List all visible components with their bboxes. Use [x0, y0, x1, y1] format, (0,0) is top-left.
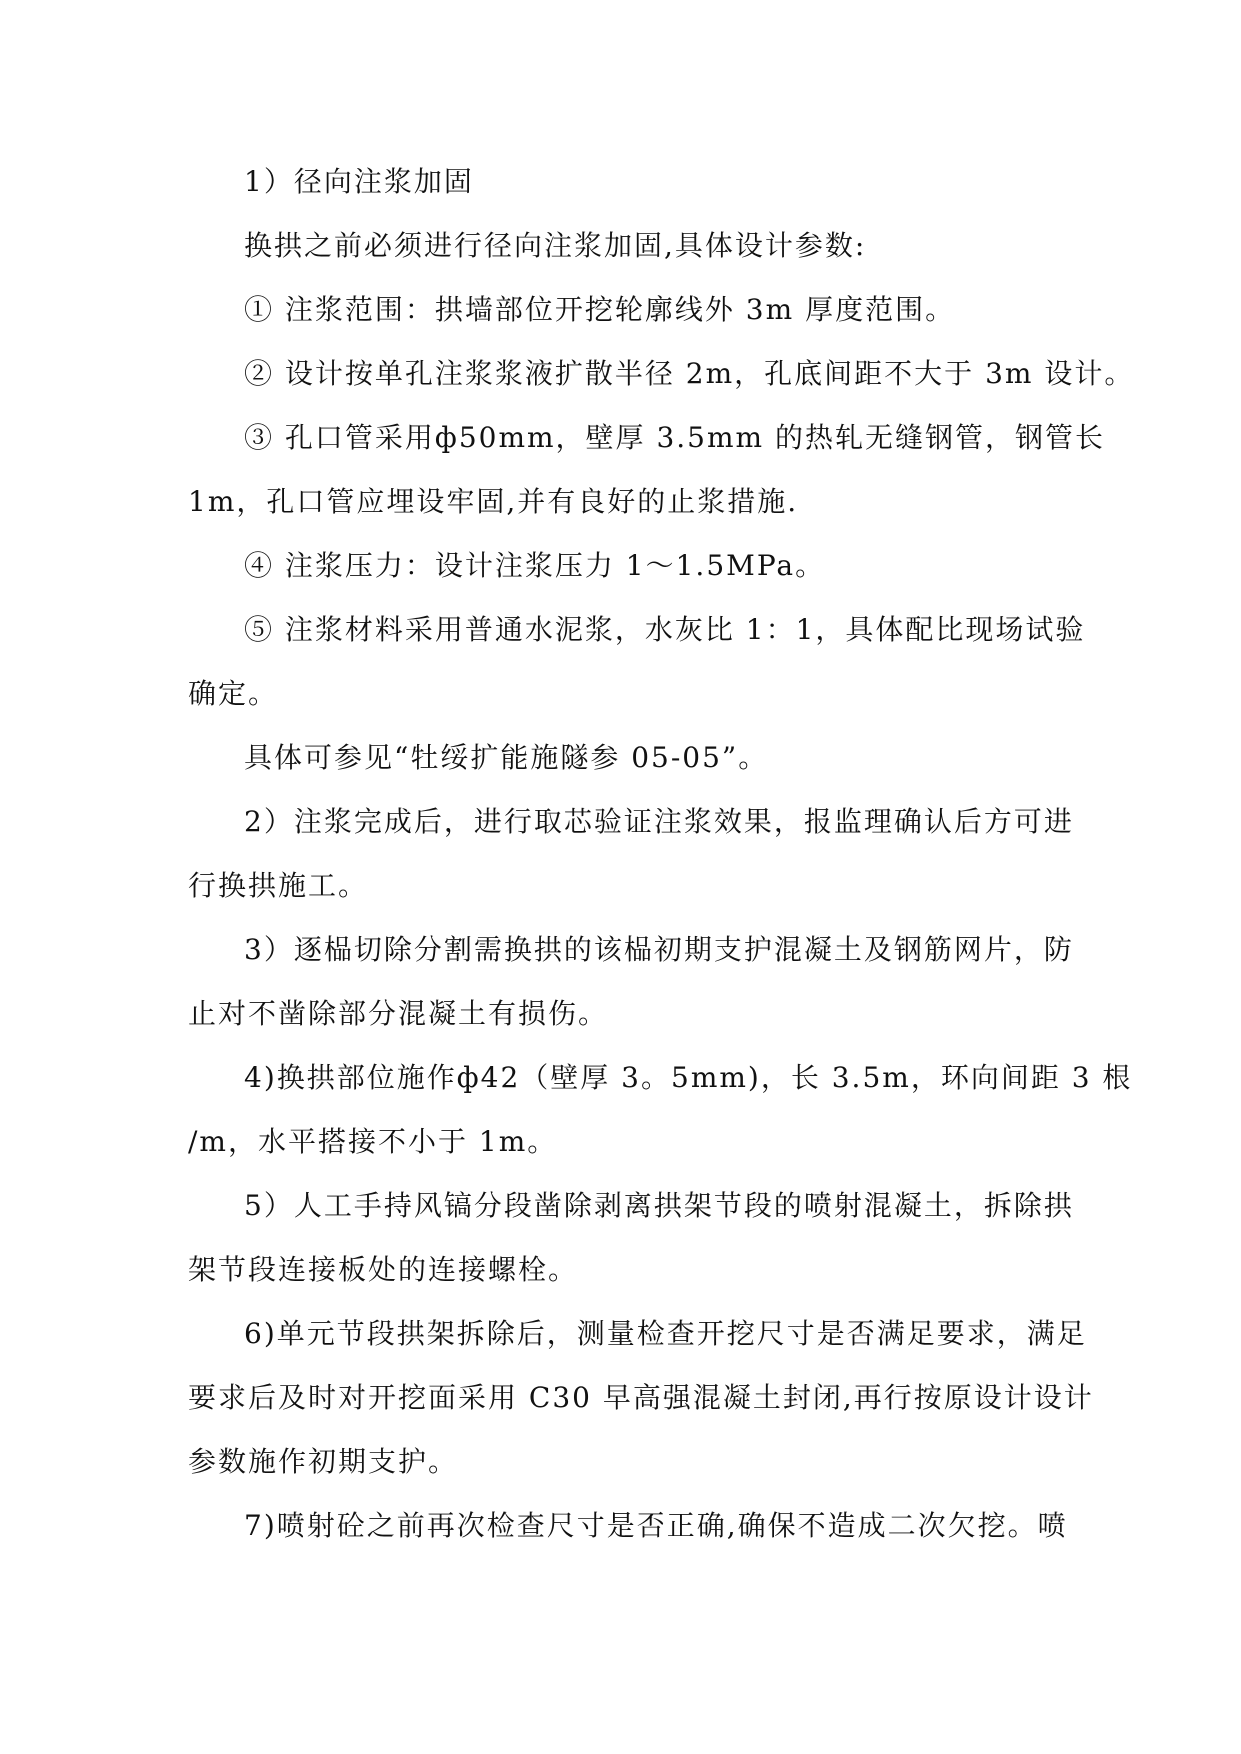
- paragraph-line: 行换拱施工。: [188, 869, 369, 902]
- list-item-grouting-material: ⑤ 注浆材料采用普通水泥浆，水灰比 1：1，具体配比现场试验: [244, 613, 1086, 646]
- step-3: 3）逐榀切除分割需换拱的该榀初期支护混凝土及钢筋网片，防: [244, 933, 1074, 966]
- paragraph-line: 要求后及时对开挖面采用 C30 早高强混凝土封闭,再行按原设计设计: [188, 1381, 1094, 1414]
- heading-radial-grouting: 1）径向注浆加固: [244, 165, 474, 198]
- paragraph-line: 1m，孔口管应埋设牢固,并有良好的止浆措施.: [188, 485, 799, 518]
- paragraph-line: /m，水平搭接不小于 1m。: [188, 1125, 558, 1158]
- step-4: 4)换拱部位施作ф42（壁厚 3。5mm)，长 3.5m，环向间距 3 根: [244, 1061, 1133, 1094]
- paragraph-line: 止对不凿除部分混凝土有损伤。: [188, 997, 609, 1030]
- list-item-grouting-range: ① 注浆范围：拱墙部位开挖轮廓线外 3m 厚度范围。: [244, 293, 956, 326]
- step-2: 2）注浆完成后，进行取芯验证注浆效果，报监理确认后方可进: [244, 805, 1074, 838]
- paragraph-line: 架节段连接板处的连接螺栓。: [188, 1253, 579, 1286]
- list-item-orifice-pipe: ③ 孔口管采用ф50mm，壁厚 3.5mm 的热轧无缝钢管，钢管长: [244, 421, 1105, 454]
- list-item-design-radius: ② 设计按单孔注浆浆液扩散半径 2m，孔底间距不大于 3m 设计。: [244, 357, 1135, 390]
- step-5: 5）人工手持风镐分段凿除剥离拱架节段的喷射混凝土，拆除拱: [244, 1189, 1074, 1222]
- paragraph-line: 确定。: [188, 677, 279, 710]
- step-6: 6)单元节段拱架拆除后，测量检查开挖尺寸是否满足要求，满足: [244, 1317, 1087, 1350]
- paragraph-line: 参数施作初期支护。: [188, 1445, 459, 1478]
- reference-note: 具体可参见“牡绥扩能施隧参 05-05”。: [244, 741, 769, 774]
- list-item-grouting-pressure: ④ 注浆压力：设计注浆压力 1～1.5MPa。: [244, 549, 826, 582]
- step-7: 7)喷射砼之前再次检查尺寸是否正确,确保不造成二次欠挖。喷: [244, 1509, 1068, 1542]
- paragraph-line: 换拱之前必须进行径向注浆加固,具体设计参数:: [244, 229, 867, 262]
